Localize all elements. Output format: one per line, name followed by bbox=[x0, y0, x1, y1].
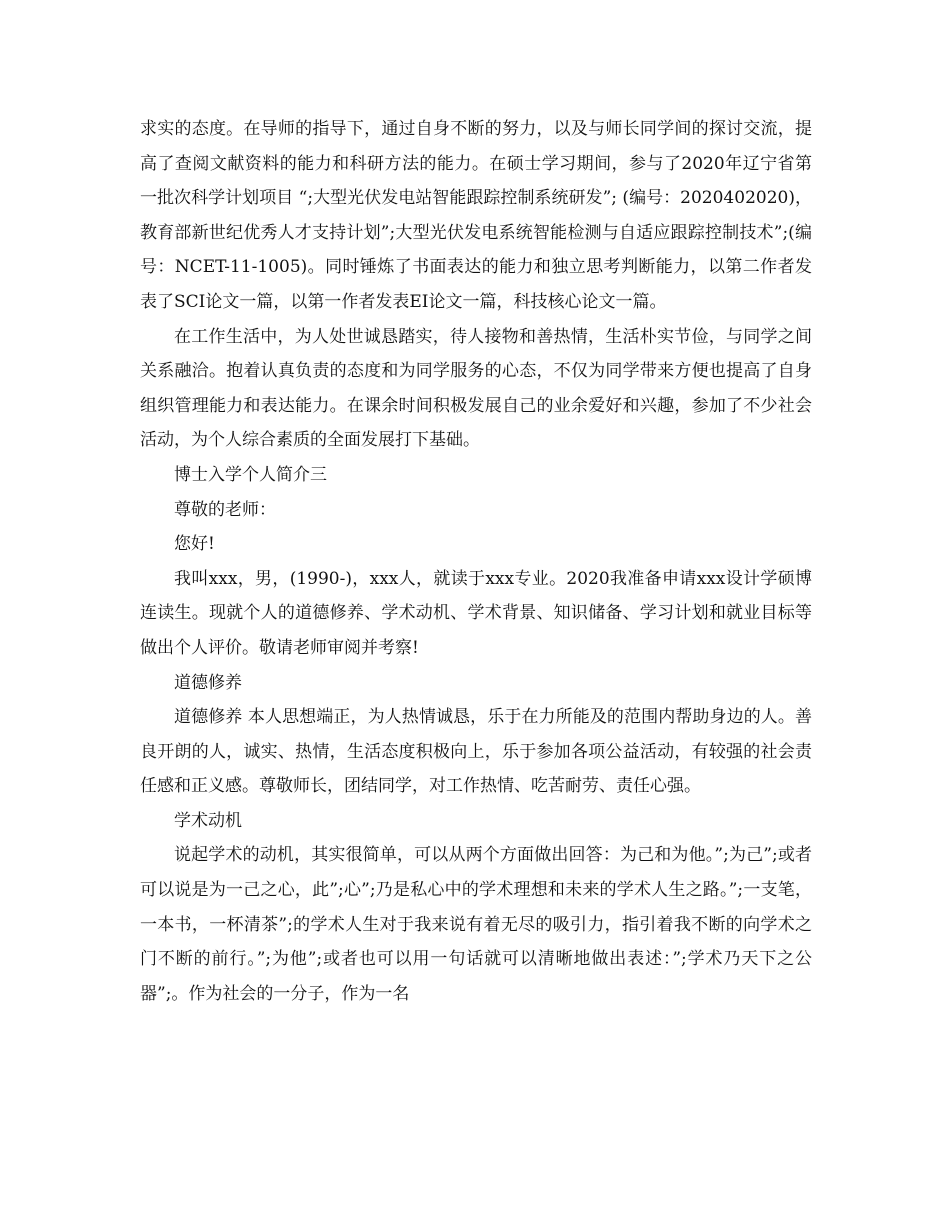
greeting: 您好! bbox=[174, 534, 215, 555]
paragraph-research-attitude: 求实的态度。在导师的指导下，通过自身不断的努力，以及与师长同学间的探讨交流，提高了查阅文献资料的能力和科研方法的能力。在硕士学习期间，参与了2020年辽宁省第一批次科学计划项目 “;大型光伏发电站智能跟踪控制系统研发”; (编号：2020402020)，教育部新世纪优秀人才支持计划”;大型光伏发电系统智能检测与自适应跟踪控制技术”;(编号：NCET-11-1005)。同时锤炼了书面表达的能力和独立思考判断能力，以第二作者发表了SCI论文一篇，以第一作者发表EI论文一篇，科技核心论文一篇。 bbox=[140, 119, 812, 312]
section-heading-moral: 道德修养 bbox=[174, 672, 242, 693]
section-heading-motivation: 学术动机 bbox=[174, 810, 242, 831]
document-body bbox=[140, 112, 812, 1011]
paragraph-moral: 道德修养 本人思想端正，为人热情诚恳，乐于在力所能及的范围内帮助身边的人。善良开朗的人，诚实、热情，生活态度积极向上，乐于参加各项公益活动，有较强的社会责任感和正义感。尊敬师长，团结同学，对工作热情、吃苦耐劳、责任心强。 bbox=[140, 707, 812, 797]
paragraph-self-introduction: 我叫xxx，男，(1990-)，xxx人，就读于xxx专业。2020我准备申请xxx设计学硕博连读生。现就个人的道德修养、学术动机、学术背景、知识储备、学习计划和就业目标等做出个人评价。敬请老师审阅并考察! bbox=[140, 568, 812, 658]
paragraph-motivation: 说起学术的动机，其实很简单，可以从两个方面做出回答：为己和为他。”;为己”;或者可以说是为一己之心，此”;心”;乃是私心中的学术理想和未来的学术人生之路。”;一支笔，一本书，一杯清茶”;的学术人生对于我来说有着无尽的吸引力，指引着我不断的向学术之门不断的前行。”;为他”;或者也可以用一句话就可以清晰地做出表述：”;学术乃天下之公器”;。作为社会的一分子，作为一名 bbox=[140, 845, 812, 1004]
salutation: 尊敬的老师： bbox=[174, 499, 276, 520]
paragraph-work-life: 在工作生活中，为人处世诚恳踏实，待人接物和善热情，生活朴实节俭，与同学之间关系融洽。抱着认真负责的态度和为同学服务的心态，不仅为同学带来方便也提高了自身组织管理能力和表达能力。在课余时间积极发展自己的业余爱好和兴趣，参加了不少社会活动，为个人综合素质的全面发展打下基础。 bbox=[140, 326, 812, 451]
section-heading-intro-three: 博士入学个人简介三 bbox=[174, 464, 327, 485]
